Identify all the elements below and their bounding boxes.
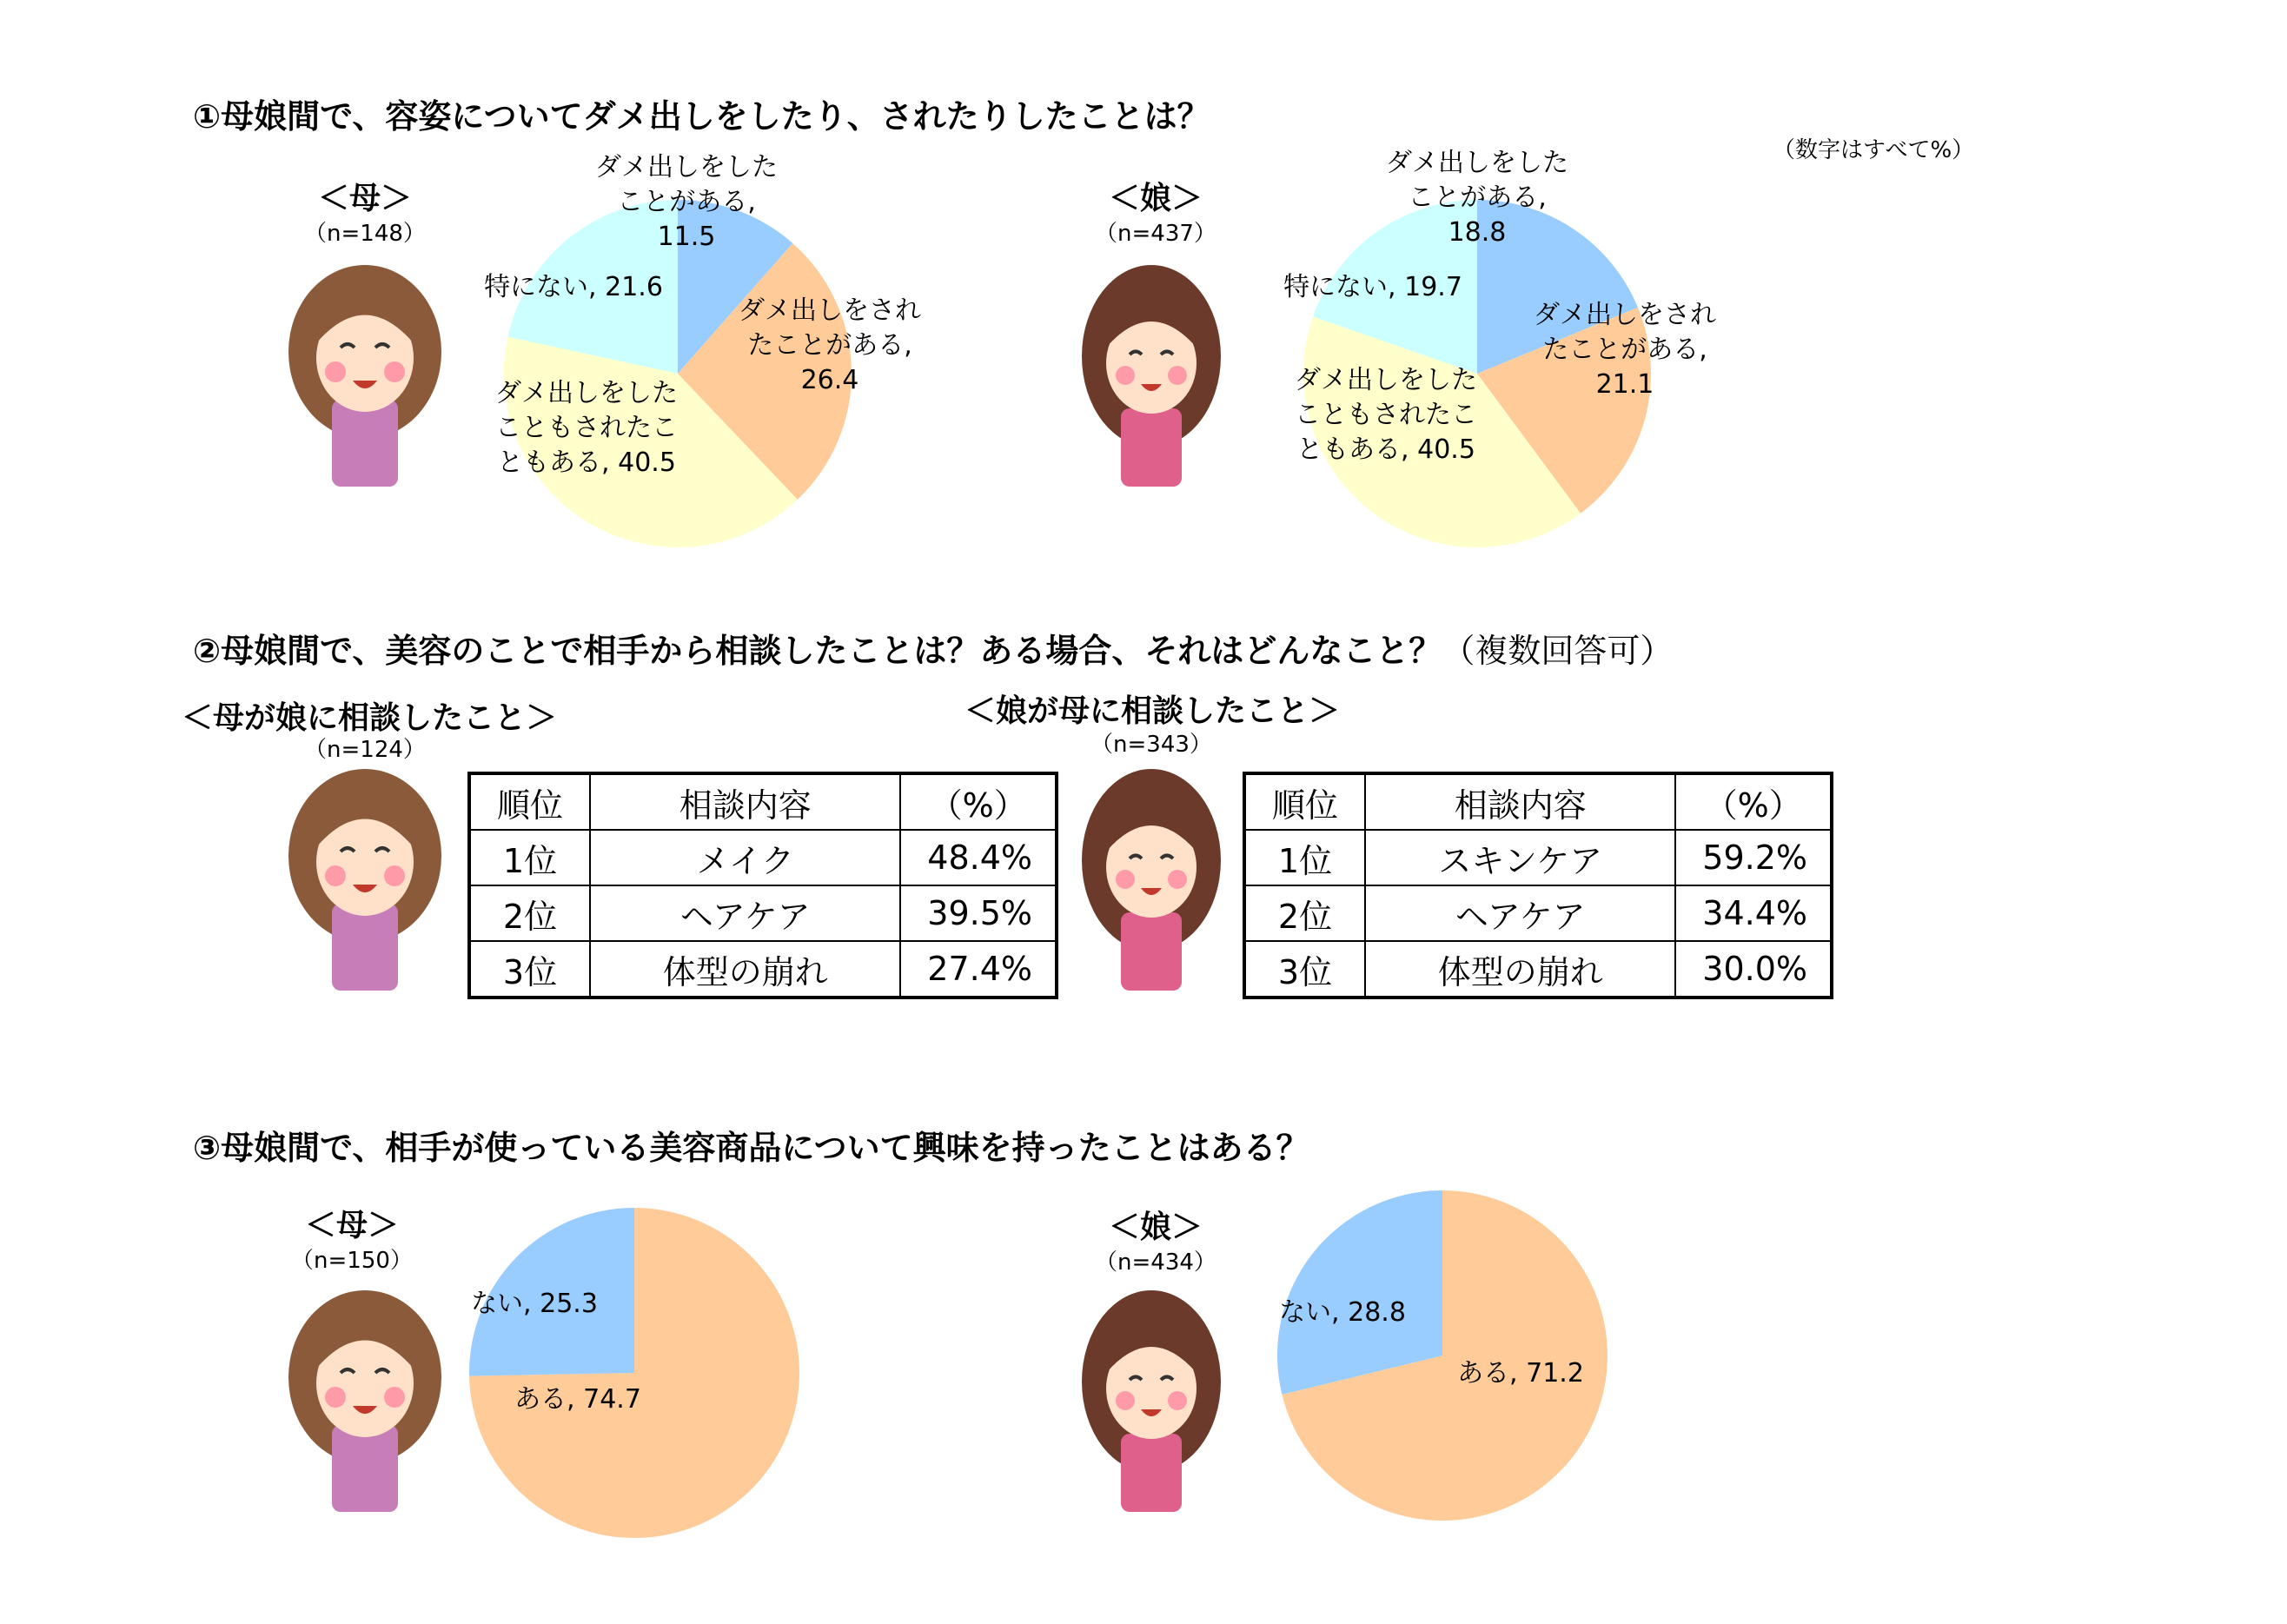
q3-mother-pie [469,1199,869,1564]
table-row [469,885,1057,941]
topic-cell: スキンケア [1365,830,1675,885]
q3-mother-header: ＜母＞ [304,1208,399,1243]
percent-cell: 27.4% [900,941,1057,998]
table-header-row [469,773,1057,830]
table-row [469,941,1057,998]
table-header-row [1244,773,1832,830]
column-header: 相談内容 [1365,773,1675,830]
daughter-illustration [1069,261,1234,487]
percent-cell: 48.4% [900,830,1057,885]
rank-cell: 2位 [1244,885,1365,941]
percent-cell: 30.0% [1675,941,1832,998]
topic-cell: 体型の崩れ [590,941,900,998]
q1-mother-header: ＜母＞ [317,181,412,216]
topic-cell: 体型の崩れ [1365,941,1675,998]
q1-mother-n: （n=148） [304,221,426,247]
q2-daughter-n: （n=343） [1090,732,1212,758]
table-row [469,830,1057,885]
q2-title [193,624,1673,672]
slice-label: ダメ出しをされたことがある, 26.4 [739,295,921,395]
units-note: （数字はすべて%） [1773,137,1975,163]
q3-daughter-n: （n=434） [1095,1249,1216,1276]
table-row [1244,830,1832,885]
percent-cell: 59.2% [1675,830,1832,885]
q1-daughter-n: （n=437） [1095,221,1216,247]
q3-mother-n: （n=150） [291,1248,413,1274]
q2-daughter-header: ＜娘が母に相談したこと＞ [965,693,1341,729]
slice-label: ある, 71.2 [1457,1358,1584,1389]
q2-daughter-table [1243,772,1833,999]
topic-cell: ヘアケア [1365,885,1675,941]
q2-title-main: ②母娘間で、美容のことで相手から相談したことは？ある場合、それはどんなこと？ [193,632,1442,670]
rank-cell: 1位 [469,830,590,885]
column-header: （%） [1675,773,1832,830]
mother-illustration [278,765,452,991]
topic-cell: メイク [590,830,900,885]
column-header: （%） [900,773,1057,830]
slice-label: ダメ出しをされたことがある, 21.1 [1534,300,1716,400]
rank-cell: 1位 [1244,830,1365,885]
daughter-illustration [1069,1286,1234,1512]
q3-daughter-pie [1277,1182,1677,1547]
slice-label: ある, 74.7 [514,1384,641,1415]
slice-label: ダメ出しをしたことがある, 18.8 [1386,148,1568,248]
slice-label: 特にない, 19.7 [1283,272,1462,302]
percent-cell: 34.4% [1675,885,1832,941]
slice-label: ダメ出しをしたことがある, 11.5 [595,152,778,252]
mother-illustration [278,261,452,487]
daughter-illustration [1069,765,1234,991]
q2-title-sub: （複数回答可） [1442,632,1674,670]
q1-daughter-header: ＜娘＞ [1108,181,1203,216]
slice-label: ない, 28.8 [1279,1297,1406,1328]
rank-cell: 3位 [469,941,590,998]
q1-mother-pie [484,152,921,556]
table-row [1244,885,1832,941]
mother-illustration [278,1286,452,1512]
table-row [1244,941,1832,998]
slice-label: 特にない, 21.6 [484,272,663,302]
q2-mother-n: （n=124） [304,737,426,763]
q1-daughter-pie [1283,148,1716,556]
q3-title: ③母娘間で、相手が使っている美容商品について興味を持ったことはある？ [193,1129,1309,1167]
rank-cell: 3位 [1244,941,1365,998]
column-header: 相談内容 [590,773,900,830]
q2-mother-header: ＜母が娘に相談したこと＞ [181,700,557,736]
percent-cell: 39.5% [900,885,1057,941]
column-header: 順位 [469,773,590,830]
slice-label: ダメ出しをしたこともされたこともある, 40.5 [495,378,678,478]
rank-cell: 2位 [469,885,590,941]
slice-label: ない, 25.3 [471,1289,598,1319]
q2-mother-table [467,772,1058,999]
topic-cell: ヘアケア [590,885,900,941]
q3-daughter-header: ＜娘＞ [1108,1210,1203,1245]
slice-label: ダメ出しをしたこともされたこともある, 40.5 [1295,365,1477,465]
q1-title: ①母娘間で、容姿についてダメ出しをしたり、されたりしたことは？ [193,97,1210,136]
column-header: 順位 [1244,773,1365,830]
